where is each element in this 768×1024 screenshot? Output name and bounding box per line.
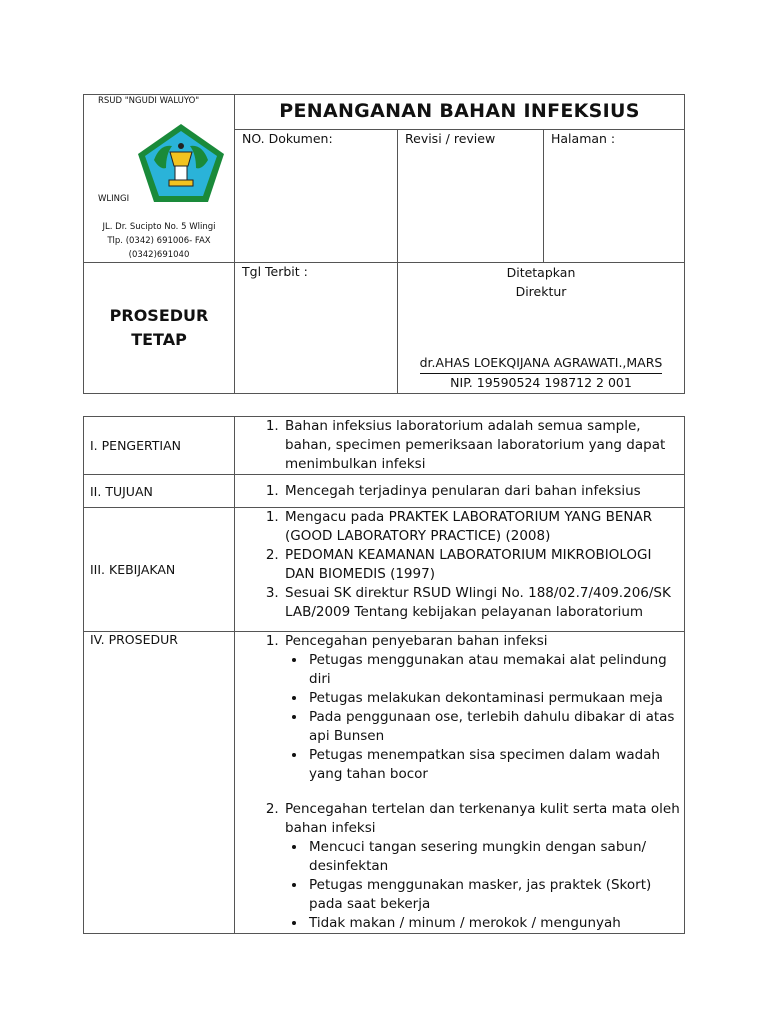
hospital-city: WLINGI — [98, 194, 130, 204]
tujuan-list — [235, 482, 684, 501]
signatory-nip: NIP. 19590524 198712 2 001 — [450, 375, 632, 390]
group-title: Pencegahan penyebaran bahan infeksi — [285, 633, 548, 649]
hospital-identity-cell — [84, 95, 235, 263]
halaman-cell: Halaman : — [544, 130, 685, 263]
signatory-name: dr.AHAS LOEKQIJANA AGRAWATI.,MARS — [420, 354, 663, 374]
hospital-name: RSUD "NGUDI WALUYO" — [98, 96, 200, 106]
list-item: 1. Mencegah terjadinya penularan dari bahan infeksius — [283, 482, 684, 501]
bullet-item: • Petugas menempatkan sisa specimen dalam wadah yang tahan bocor — [307, 746, 684, 784]
document-header-table — [83, 94, 685, 394]
logo-tower — [175, 166, 187, 180]
kebijakan-content — [235, 508, 685, 632]
hospital-logo-icon — [136, 122, 226, 204]
bullet-list — [285, 838, 684, 933]
list-item: 2. PEDOMAN KEAMANAN LABORATORIUM MIKROBIOLOGI DAN BIOMEDIS (1997) — [283, 546, 684, 584]
bullet-item: • Petugas menggunakan atau memakai alat pelindung diri — [307, 651, 684, 689]
ditetapkan-cell — [398, 263, 685, 394]
prosedur-label: PROSEDUR — [109, 306, 209, 325]
direktur-label: Direktur — [515, 284, 567, 299]
pengertian-content — [235, 417, 685, 475]
bullet-item: • Tidak makan / minum / merokok / mengunyah — [307, 914, 684, 933]
tetap-label: TETAP — [131, 330, 187, 349]
ditetapkan-label: Ditetapkan — [506, 265, 576, 280]
bullet-item: • Petugas melakukan dekontaminasi permukaan meja — [307, 689, 684, 708]
bullet-item: • Petugas menggunakan masker, jas praktek (Skort) pada saat bekerja — [307, 876, 684, 914]
revisi-cell: Revisi / review — [398, 130, 544, 263]
logo-crest — [170, 152, 192, 166]
list-item: 1. Bahan infeksius laboratorium adalah semua sample, bahan, specimen pemeriksaan laboratorium yang dapat menimbulkan infeksi — [283, 417, 684, 474]
document-title: PENANGANAN BAHAN INFEKSIUS — [235, 95, 685, 130]
list-item: 1. Mengacu pada PRAKTEK LABORATORIUM YANG BENAR (GOOD LABORATORY PRACTICE) (2008) — [283, 508, 684, 546]
prosedur-group — [283, 800, 684, 933]
prosedur-list — [235, 632, 684, 933]
pengertian-list — [235, 417, 684, 474]
list-item: 3. Sesuai SK direktur RSUD Wlingi No. 188/02.7/409.206/SK LAB/2009 Tentang kebijakan pelayanan laboratorium — [283, 584, 684, 622]
prosedur-group — [283, 632, 684, 800]
prosedur-section-label: IV. PROSEDUR — [84, 632, 235, 934]
prosedur-tetap-cell — [84, 263, 235, 394]
procedure-content-table — [83, 416, 685, 934]
address-line: (0342)691040 — [128, 250, 190, 260]
address-line: JL. Dr. Sucipto No. 5 Wlingi — [102, 222, 216, 232]
kebijakan-list — [235, 508, 684, 622]
no-dokumen-cell: NO. Dokumen: — [235, 130, 398, 263]
bullet-item: • Mencuci tangan sesering mungkin dengan sabun/ desinfektan — [307, 838, 684, 876]
logo-area — [84, 106, 234, 206]
signatory-block — [398, 354, 684, 392]
tujuan-label: II. TUJUAN — [84, 475, 235, 508]
logo-base — [169, 180, 193, 186]
address-line: Tlp. (0342) 691006- FAX — [107, 236, 211, 246]
prosedur-content — [235, 632, 685, 934]
group-title: Pencegahan tertelan dan terkenanya kulit serta mata oleh bahan infeksi — [285, 801, 680, 836]
bullet-list — [285, 651, 684, 784]
pengertian-label: I. PENGERTIAN — [84, 417, 235, 475]
logo-top-dot — [178, 143, 184, 149]
kebijakan-label: III. KEBIJAKAN — [84, 508, 235, 632]
tujuan-content — [235, 475, 685, 508]
bullet-item: • Pada penggunaan ose, terlebih dahulu dibakar di atas api Bunsen — [307, 708, 684, 746]
hospital-address — [84, 220, 234, 262]
tgl-terbit-cell: Tgl Terbit : — [235, 263, 398, 394]
